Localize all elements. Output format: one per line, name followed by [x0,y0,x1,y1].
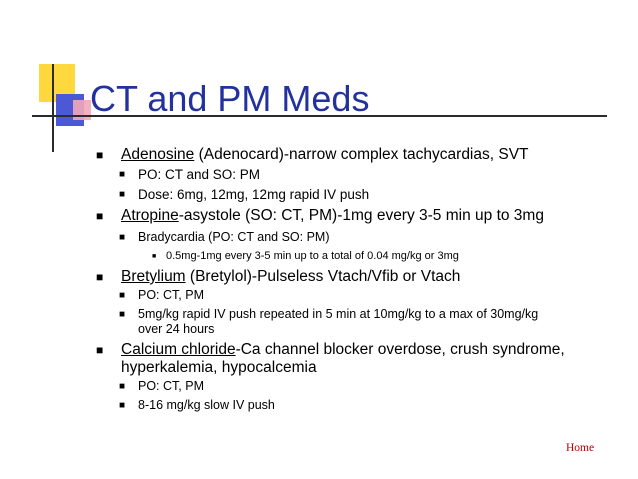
square-bullet-icon: ■ [96,343,104,357]
square-bullet-icon: ■ [119,232,126,243]
square-bullet-icon: ■ [96,148,104,162]
decorative-vertical-line [52,64,54,152]
drug-name-link[interactable]: Atropine [121,207,179,224]
square-bullet-icon: ■ [119,381,126,392]
list-item-text: PO: CT, PM [138,288,204,302]
square-bullet-icon: ■ [152,253,157,260]
square-bullet-icon: ■ [119,169,126,180]
list-item-text: 8-16 mg/kg slow IV push [138,398,275,412]
list-item-text: Bradycardia (PO: CT and SO: PM) [138,230,330,244]
list-item-text: 0.5mg-1mg every 3-5 min up to a total of 0.04 mg/kg or 3mg [166,250,459,262]
drug-name-link[interactable]: Calcium chloride [121,341,236,358]
list-item-text: -Ca channel blocker overdose, crush syndrome, [235,341,565,358]
list-item-text: PO: CT and SO: PM [138,167,261,182]
square-bullet-icon: ■ [96,209,104,223]
list-item-text: PO: CT, PM [138,379,204,393]
list-item-text: hyperkalemia, hypocalcemia [121,359,317,376]
square-bullet-icon: ■ [119,309,126,320]
home-link[interactable]: Home [566,442,595,454]
square-bullet-icon: ■ [119,189,126,200]
drug-name-link[interactable]: Bretylium [121,268,186,285]
square-bullet-icon: ■ [119,400,126,411]
list-item-text: -asystole (SO: CT, PM)-1mg every 3-5 min up to 3mg [178,207,544,224]
list-item-text: Dose: 6mg, 12mg, 12mg rapid IV push [138,187,370,202]
list-item-text: (Bretylol)-Pulseless Vtach/Vfib or Vtach [185,268,461,285]
square-bullet-icon: ■ [119,290,126,301]
list-item-text: over 24 hours [138,322,215,336]
square-bullet-icon: ■ [96,270,104,284]
list-item-text: (Adenocard)-narrow complex tachycardias, SVT [194,146,529,163]
slide-title: CT and PM Meds [90,78,370,119]
drug-name-link[interactable]: Adenosine [121,146,195,163]
list-item-text: 5mg/kg rapid IV push repeated in 5 min at 10mg/kg to a max of 30mg/kg [138,307,539,321]
decorative-pink-block [73,100,91,120]
